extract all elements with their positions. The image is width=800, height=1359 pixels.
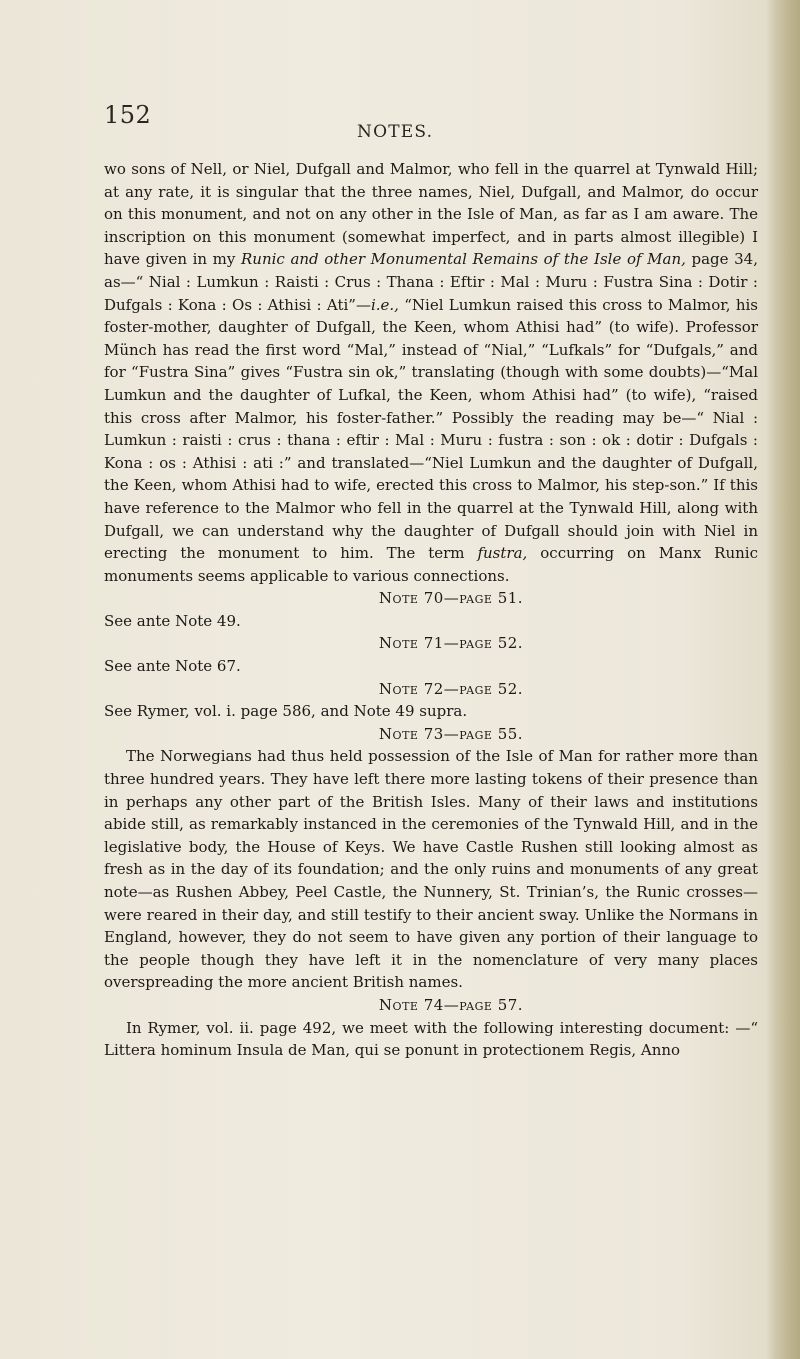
page-number: 152 bbox=[104, 101, 152, 129]
note-70-text: See ante Note 49. bbox=[104, 611, 241, 630]
text-run: occurring on Manx Runic monuments seems applicable to various connections. bbox=[104, 544, 758, 585]
note-74-heading: Note 74—page 57. bbox=[378, 995, 524, 1014]
note-74-text: In Rymer, vol. ii. page 492, we meet with the following interesting document: —“ Littera hominum Insula de Man, qui se ponunt in protectionem Regis, Anno bbox=[104, 1018, 758, 1060]
page-body bbox=[104, 158, 758, 1062]
paragraph-note-continued bbox=[104, 158, 758, 587]
note-73-text: The Norwegians had thus held possession of the Isle of Man for rather more than three hundred years. They have left there more lasting tokens of their presence than in perhaps any other part of the British Isles. Many of their laws and institutions abide still, as remarkably instanced in the ceremonies of the Tynwald Hill, and in the legislative body, the House of Keys. We have Castle Rushen still looking almost as fresh as in the day of its foundation; and the only ruins and monuments of any great note—as Rushen Abbey, Peel Castle, the Nunnery, St. Trinian’s, the Runic crosses—were reared in their day, and still testify to their ancient sway. Unlike the Normans in England, however, they do not seem to have given any portion of their language to the people though they have left it in the nomenclature of very many places overspreading the more ancient British names. bbox=[104, 747, 758, 992]
term-fustra: fustra, bbox=[477, 544, 528, 563]
note-71-heading: Note 71—page 52. bbox=[378, 634, 524, 653]
page-edge-shadow bbox=[766, 0, 800, 1359]
text-run: wo sons of Nell, or Niel, Dufgall and Malmor, who fell in the quarrel at Tynwald Hill; at any rate, it is singular that the three names, Niel, Dufgall, and Malmor, do occur on this monument, and not on any other in the Isle of Man, as far as I am aware. The inscription on this monument (somewhat imperfect, and in parts almost illegible) I have given in my bbox=[104, 160, 758, 269]
text-run: “Niel Lumkun raised this cross to Malmor, his foster-mother, daughter of Dufgall, the Keen, whom Athisi had” (to wife). Professor Münch has read the first word “Mal,” instead of “Nial,” “Lufkals” for “Dufgals,” and for “Fustra Sina” gives “Fustra sin ok,” translating (though with some doubts)—“Mal Lumkun and the daughter of Lufkal, the Keen, whom Athisi had” (to wife), “raised this cross after Malmor, his foster-father.” Possibly the reading may be—“ Nial : Lumkun : raisti : crus : thana : eftir : Mal : Muru : fustra : son : ok : dotir : Dufgals : Kona : os : Athisi : ati :” and translated—“Niel Lumkun and the daughter of Dufgall, the Keen, whom Athisi had to wife, erected this cross to Malmor, his step-son.” If this have reference to the Malmor who fell in the quarrel at the Tynwald Hill, along with Dufgall, we can understand why the daughter of Dufgall should join with Niel in erecting the monument to him. The term bbox=[104, 295, 758, 563]
text-run: page 34, as—“ Nial : Lumkun : Raisti : Crus : Thana : Eftir : Mal : Muru : Fustra Sina : Dotir : Dufgals : Kona : Os : Athisi : Ati”— bbox=[104, 250, 758, 314]
abbreviation: i.e., bbox=[370, 295, 399, 314]
book-title: Runic and other Monumental Remains of the Isle of Man, bbox=[241, 250, 686, 269]
note-71-text: See ante Note 67. bbox=[104, 657, 241, 676]
note-70-heading: Note 70—page 51. bbox=[378, 589, 524, 608]
note-72-text: See Rymer, vol. i. page 586, and Note 49 supra. bbox=[104, 702, 468, 721]
note-73-heading: Note 73—page 55. bbox=[378, 724, 524, 743]
running-head: NOTES. bbox=[357, 122, 434, 142]
note-72-heading: Note 72—page 52. bbox=[378, 679, 524, 698]
